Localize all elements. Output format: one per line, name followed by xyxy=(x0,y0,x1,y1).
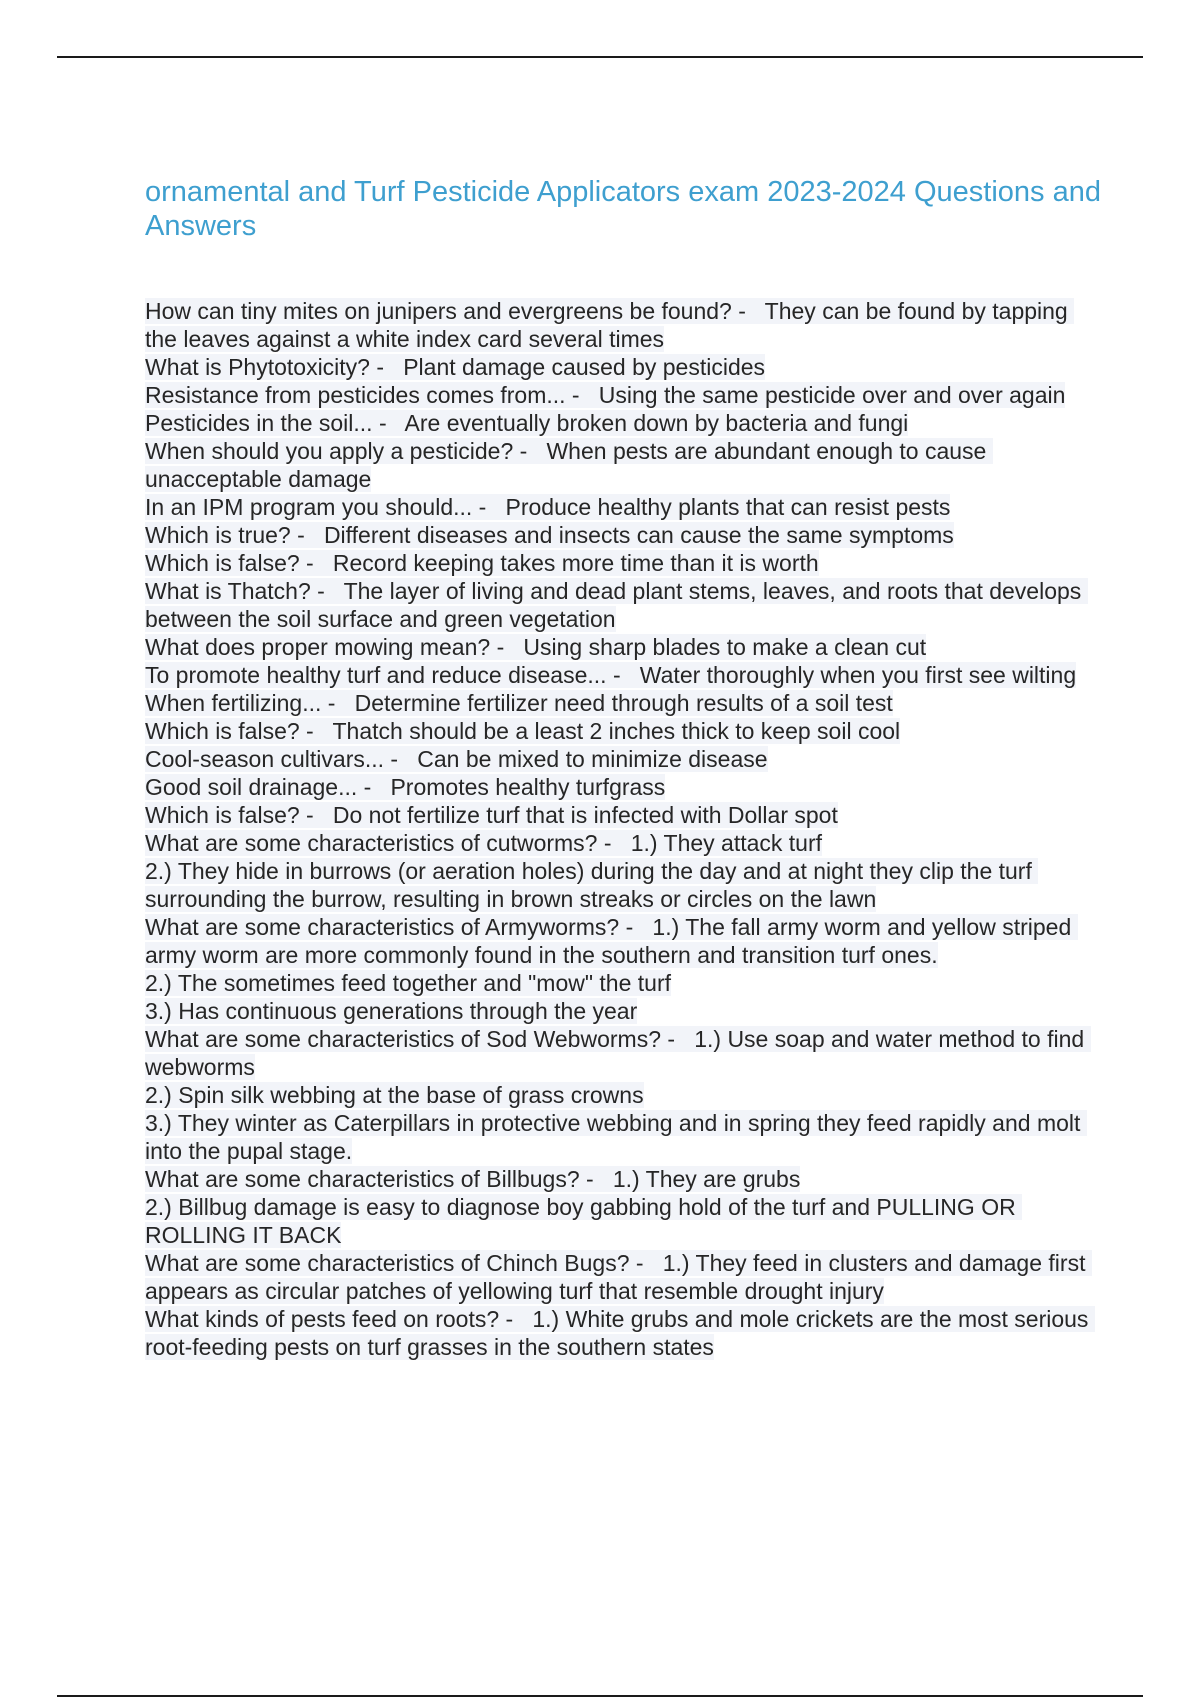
answer-text: Can be mixed to minimize disease xyxy=(417,746,768,772)
qa-item xyxy=(145,493,1105,521)
answer-text: Water thoroughly when you first see wilting xyxy=(639,662,1077,688)
question-text: What are some characteristics of Armyworms? - xyxy=(145,914,634,940)
question-text: How can tiny mites on junipers and evergreens be found? - xyxy=(145,298,746,324)
answer-text: 1.) The fall army worm and yellow striped army worm are more commonly found in the southern and transition turf ones. xyxy=(145,914,1078,968)
answer-text: 1.) They feed in clusters and damage first appears as circular patches of yellowing turf that resemble drought injury xyxy=(145,1250,1092,1304)
answer-text: Different diseases and insects can cause the same symptoms xyxy=(323,522,954,548)
question-text: When should you apply a pesticide? - xyxy=(145,438,528,464)
qa-item xyxy=(145,1305,1105,1361)
answer-text: The layer of living and dead plant stems, leaves, and roots that develops between the soil surface and green vegetation xyxy=(145,578,1088,632)
answer-continuation: 2.) Spin silk webbing at the base of grass crowns xyxy=(145,1082,644,1108)
question-text: What is Phytotoxicity? - xyxy=(145,354,385,380)
answer-text: Do not fertilize turf that is infected with Dollar spot xyxy=(332,802,838,828)
qa-item xyxy=(145,577,1105,633)
question-text: Which is false? - xyxy=(145,718,314,744)
answer-text: Plant damage caused by pesticides xyxy=(403,354,766,380)
question-text: Pesticides in the soil... - xyxy=(145,410,387,436)
answer-continuation: 2.) Billbug damage is easy to diagnose boy gabbing hold of the turf and PULLING OR ROLLING IT BACK xyxy=(145,1194,1023,1248)
qa-item xyxy=(145,353,1105,381)
question-text: What are some characteristics of Chinch Bugs? - xyxy=(145,1250,644,1276)
qa-item xyxy=(145,913,1105,1025)
question-text: In an IPM program you should... - xyxy=(145,494,487,520)
answer-text: Using sharp blades to make a clean cut xyxy=(523,634,927,660)
qa-item xyxy=(145,409,1105,437)
question-text: What are some characteristics of Sod Webworms? - xyxy=(145,1026,676,1052)
answer-text: Produce healthy plants that can resist pests xyxy=(505,494,951,520)
question-text: What kinds of pests feed on roots? - xyxy=(145,1306,514,1332)
answer-text: Record keeping takes more time than it is worth xyxy=(332,550,819,576)
question-text: What are some characteristics of Billbugs? - xyxy=(145,1166,594,1192)
qa-item xyxy=(145,1165,1105,1249)
answer-text: 1.) They attack turf xyxy=(630,830,823,856)
qa-item xyxy=(145,689,1105,717)
qa-item xyxy=(145,549,1105,577)
header-rule xyxy=(57,56,1143,58)
question-text: Which is true? - xyxy=(145,522,305,548)
answer-continuation: 3.) They winter as Caterpillars in protective webbing and in spring they feed rapidly and molt into the pupal stage. xyxy=(145,1110,1087,1164)
answer-text: Promotes healthy turfgrass xyxy=(390,774,666,800)
answer-text: 1.) White grubs and mole crickets are the most serious root-feeding pests on turf grasses in the southern states xyxy=(145,1306,1095,1360)
answer-continuation: 3.) Has continuous generations through the year xyxy=(145,998,638,1024)
qa-item xyxy=(145,1249,1105,1305)
qa-item xyxy=(145,661,1105,689)
question-text: What is Thatch? - xyxy=(145,578,325,604)
qa-item xyxy=(145,381,1105,409)
qa-item xyxy=(145,437,1105,493)
qa-item xyxy=(145,521,1105,549)
footer-rule xyxy=(57,1695,1143,1697)
qa-item xyxy=(145,633,1105,661)
question-text: Which is false? - xyxy=(145,802,314,828)
answer-text: They can be found by tapping the leaves against a white index card several times xyxy=(145,298,1075,352)
qa-item xyxy=(145,1025,1105,1165)
qa-item xyxy=(145,297,1105,353)
question-text: What are some characteristics of cutworms? - xyxy=(145,830,612,856)
question-text: Good soil drainage... - xyxy=(145,774,372,800)
answer-text: Thatch should be a least 2 inches thick to keep soil cool xyxy=(332,718,901,744)
qa-item xyxy=(145,773,1105,801)
answer-continuation: 2.) They hide in burrows (or aeration holes) during the day and at night they clip the turf surrounding the burrow, resulting in brown streaks or circles on the lawn xyxy=(145,858,1039,912)
answer-text: Using the same pesticide over and over again xyxy=(598,382,1066,408)
question-text: What does proper mowing mean? - xyxy=(145,634,505,660)
answer-text: 1.) They are grubs xyxy=(612,1166,801,1192)
question-text: Cool-season cultivars... - xyxy=(145,746,399,772)
question-text: Resistance from pesticides comes from... - xyxy=(145,382,580,408)
answer-text: Are eventually broken down by bacteria and fungi xyxy=(404,410,909,436)
qa-list xyxy=(145,297,1105,1361)
document-title: ornamental and Turf Pesticide Applicators exam 2023-2024 Questions and Answers xyxy=(145,176,1101,242)
question-text: Which is false? - xyxy=(145,550,314,576)
question-text: To promote healthy turf and reduce disease... - xyxy=(145,662,621,688)
answer-continuation: 2.) The sometimes feed together and "mow" the turf xyxy=(145,970,672,996)
answer-text: Determine fertilizer need through results of a soil test xyxy=(354,690,893,716)
qa-item xyxy=(145,801,1105,829)
qa-item xyxy=(145,745,1105,773)
question-text: When fertilizing... - xyxy=(145,690,336,716)
answer-text: 1.) Use soap and water method to find webworms xyxy=(145,1026,1091,1080)
answer-text: When pests are abundant enough to cause unacceptable damage xyxy=(145,438,993,492)
qa-item xyxy=(145,717,1105,745)
qa-item xyxy=(145,829,1105,913)
